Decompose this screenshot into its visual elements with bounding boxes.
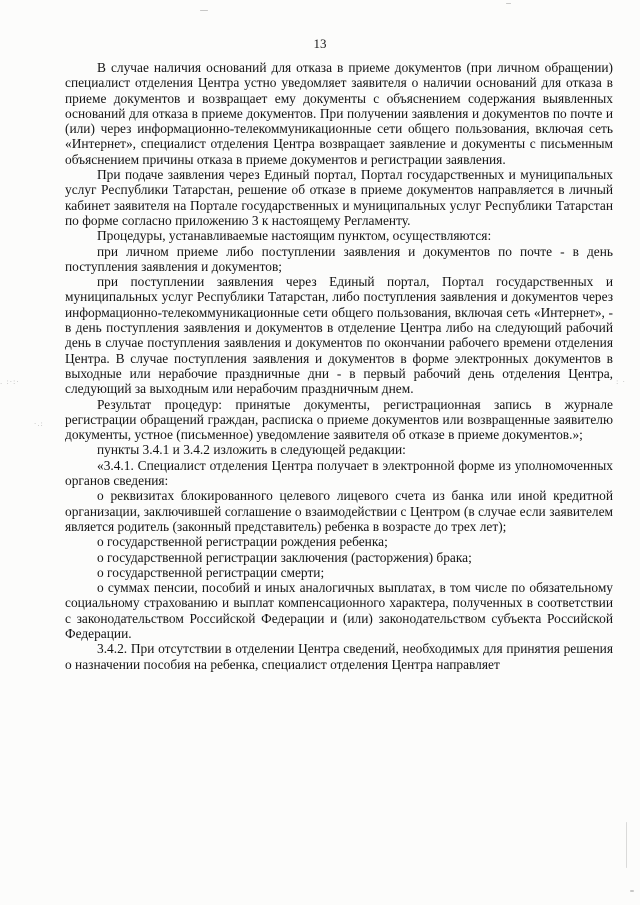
scan-margin-mark-left-2: ·.: (34, 420, 44, 428)
paragraph-refusal-portal: При подаче заявления через Единый портал, Портал государственных и муниципальных услуг Республики Татарстан, решение об отказе в приеме документов направляется в личный кабинет заявителя на Портале государственных и муниципальных услуг Республики Татарстан по форме согласно приложению 3 к настоящему Регламенту. (65, 167, 613, 228)
scan-margin-mark-right: : · (616, 378, 626, 386)
paragraph-3-4-2: 3.4.2. При отсутствии в отделении Центра сведений, необходимых для принятия решения о назначении пособия на ребенка, специалист отделения Центра направляет (65, 641, 613, 672)
paragraph-amendment-clause: пункты 3.4.1 и 3.4.2 изложить в следующей редакции: (97, 442, 406, 458)
list-item-birth-registration: о государственной регистрации рождения ребенка; (97, 534, 388, 550)
list-item-blocked-account: о реквизитах блокированного целевого лицевого счета из банка или иной кредитной организации, заключившей соглашение о взаимодействии с Центром (в случае если заявителем является родитель (законный представитель) ребенка в возрасте до трех лет); (65, 488, 613, 534)
page-number: 13 (313, 36, 327, 51)
paragraph-procedures-intro: Процедуры, устанавливаемые настоящим пунктом, осуществляются: (97, 228, 492, 244)
list-item-death-registration: о государственной регистрации смерти; (97, 564, 325, 580)
list-item-marriage-registration: о государственной регистрации заключения (расторжения) брака; (97, 549, 472, 565)
document-body (65, 60, 613, 672)
scan-speck-bottom (630, 890, 634, 892)
scan-speck-top (200, 10, 208, 11)
paragraph-procedure-result: Результат процедур: принятые документы, регистрационная запись в журнале регистрации обращений граждан, расписка о приеме документов или возвращенные заявителю документы, устное (письменное) уведомление заявителя об отказе в приеме документов.»; (65, 396, 613, 443)
paragraph-procedure-portal: при поступлении заявления через Единый портал, Портал государственных и муниципальных услуг Республики Татарстан, либо поступления заявления и документов через информационно-телекоммуникационные сети общего пользования, включая сеть «Интернет», - в день поступления заявления и документов в отделение Центра либо на следующий рабочий день в случае поступления заявления и документов по окончании рабочего времени отделения Центра. В случае поступления заявления и документов в форме электронных документов в выходные или нерабочие праздничные дни - в первый рабочий день отделения Центра, следующий за выходным или нерабочим праздничным днем. (65, 274, 613, 397)
scan-margin-mark-left: . :·:· (0, 378, 20, 386)
paragraph-3-4-1: «3.4.1. Специалист отделения Центра получает в электронной форме из уполномоченных органов сведения: (65, 457, 613, 489)
paragraph-procedure-personal: при личном приеме либо поступлении заявления и документов по почте - в день поступления заявления и документов; (65, 243, 613, 274)
scan-speck-top-right (506, 3, 511, 4)
scan-speck-right-edge (626, 822, 627, 868)
paragraph-refusal-personal: В случае наличия оснований для отказа в приеме документов (при личном обращении) специалист отделения Центра устно уведомляет заявителя о наличии оснований для отказа в приеме документов и возвращает ему документы с объяснением содержания выявленных оснований для отказа в приеме документов. При получении заявления и документов по почте и (или) через информационно-телекоммуникационные сети общего пользования, включая сеть «Интернет», специалист отделения Центра возвращает заявление и документы с письменным объяснением причины отказа в приеме документов и регистрации заявления. (65, 60, 613, 167)
list-item-pension-amounts: о суммах пенсии, пособий и иных аналогичных выплатах, в том числе по обязательному социальному страхованию и выплат компенсационного характера, полученных в соответствии с законодательством Российской Федерации и (или) законодательством субъекта Российской Федерации. (65, 580, 613, 641)
